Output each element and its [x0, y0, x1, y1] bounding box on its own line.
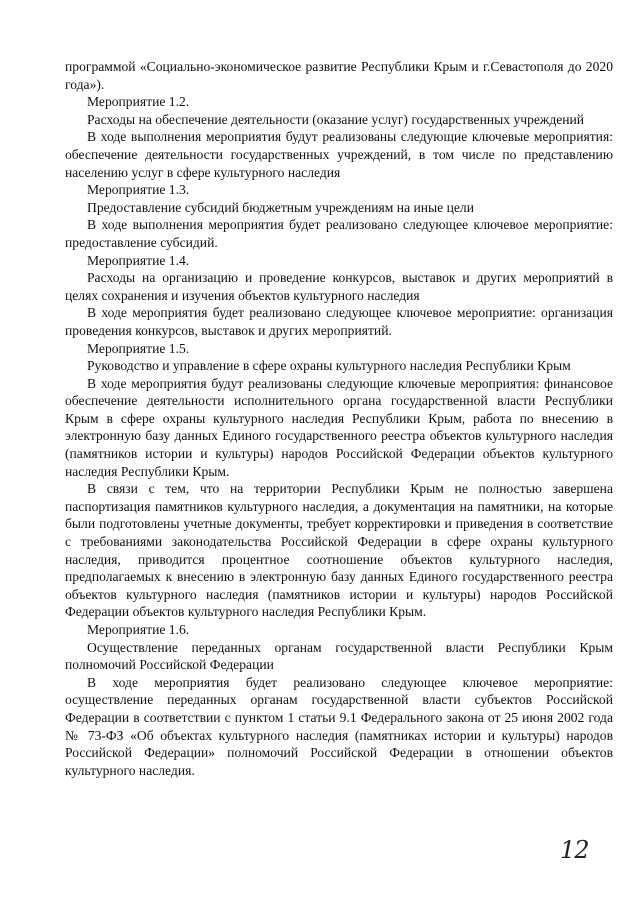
paragraph: Расходы на обеспечение деятельности (оказание услуг) государственных учреждений	[87, 111, 585, 127]
section-heading: Мероприятие 1.6.	[87, 622, 190, 637]
section-heading: Мероприятие 1.3.	[87, 182, 190, 198]
page-number: 12	[560, 836, 589, 864]
document-body	[65, 58, 613, 779]
paragraph: В ходе мероприятия будет реализовано следующее ключевое мероприятие: осуществление переданных органам государственной власти субъектов Российской Федерации в соответствии с пунктом 1 статьи 9.1 Федерального закона от 25 июня 2002 года № 73-ФЗ «Об объектах культурного наследия (памятниках истории и культуры) народов Российской Федерации» полномочий Российской Федерации в отношении объектов культурного наследия.	[65, 674, 613, 778]
paragraph: В ходе выполнения мероприятия будут реализованы следующие ключевые мероприятия: обеспечение деятельности государственных учреждений, в том числе по представлению населению услуг в сфере культурного наследия	[65, 129, 613, 180]
paragraph: В ходе мероприятия будет реализовано следующее ключевое мероприятие: организация проведения конкурсов, выставок и других мероприятий.	[65, 305, 613, 338]
paragraph: В ходе выполнения мероприятия будет реализовано следующее ключевое мероприятие: предоставление субсидий.	[65, 217, 613, 250]
paragraph: программой «Социально-экономическое развитие Республики Крым и г.Севастополя до 2020 года»).	[65, 59, 613, 92]
paragraph: Расходы на организацию и проведение конкурсов, выставок и других мероприятий в целях сохранения и изучения объектов культурного наследия	[65, 270, 613, 303]
paragraph: Предоставление субсидий бюджетным учреждениям на иные цели	[87, 199, 474, 215]
section-heading: Мероприятие 1.4.	[87, 252, 190, 268]
paragraph: В ходе мероприятия будут реализованы следующие ключевые мероприятия: финансовое обеспечение деятельности исполнительного органа государственной власти Республики Крым в сфере охраны культурного наследия Республики Крым, работа по внесению в электронную базу данных Единого государственного реестра объектов культурного наследия (памятников истории и культуры) народов Российской Федерации объектов культурного наследия Республики Крым.	[65, 375, 613, 479]
paragraph: В связи с тем, что на территории Республики Крым не полностью завершена паспортизация памятников культурного наследия, а документация на памятники, на которые были подготовлены учетные документы, требует корректировки и приведения в соответствие с требованиями законодательства Российской Федерации в сфере охраны культурного наследия, приводится процентное соотношение объектов культурного наследия, предполагаемых к внесению в электронную базу данных Единого государственного реестра объектов культурного наследия (памятников истории и культуры) народов Российской Федерации объектов культурного наследия Республики Крым.	[65, 481, 613, 620]
section-heading: Мероприятие 1.5.	[87, 340, 190, 356]
paragraph: Руководство и управление в сфере охраны культурного наследия Республики Крым	[87, 358, 571, 374]
paragraph: Осуществление переданных органам государственной власти Республики Крым полномочий Российской Федерации	[65, 639, 613, 673]
section-heading: Мероприятие 1.2.	[87, 94, 190, 110]
